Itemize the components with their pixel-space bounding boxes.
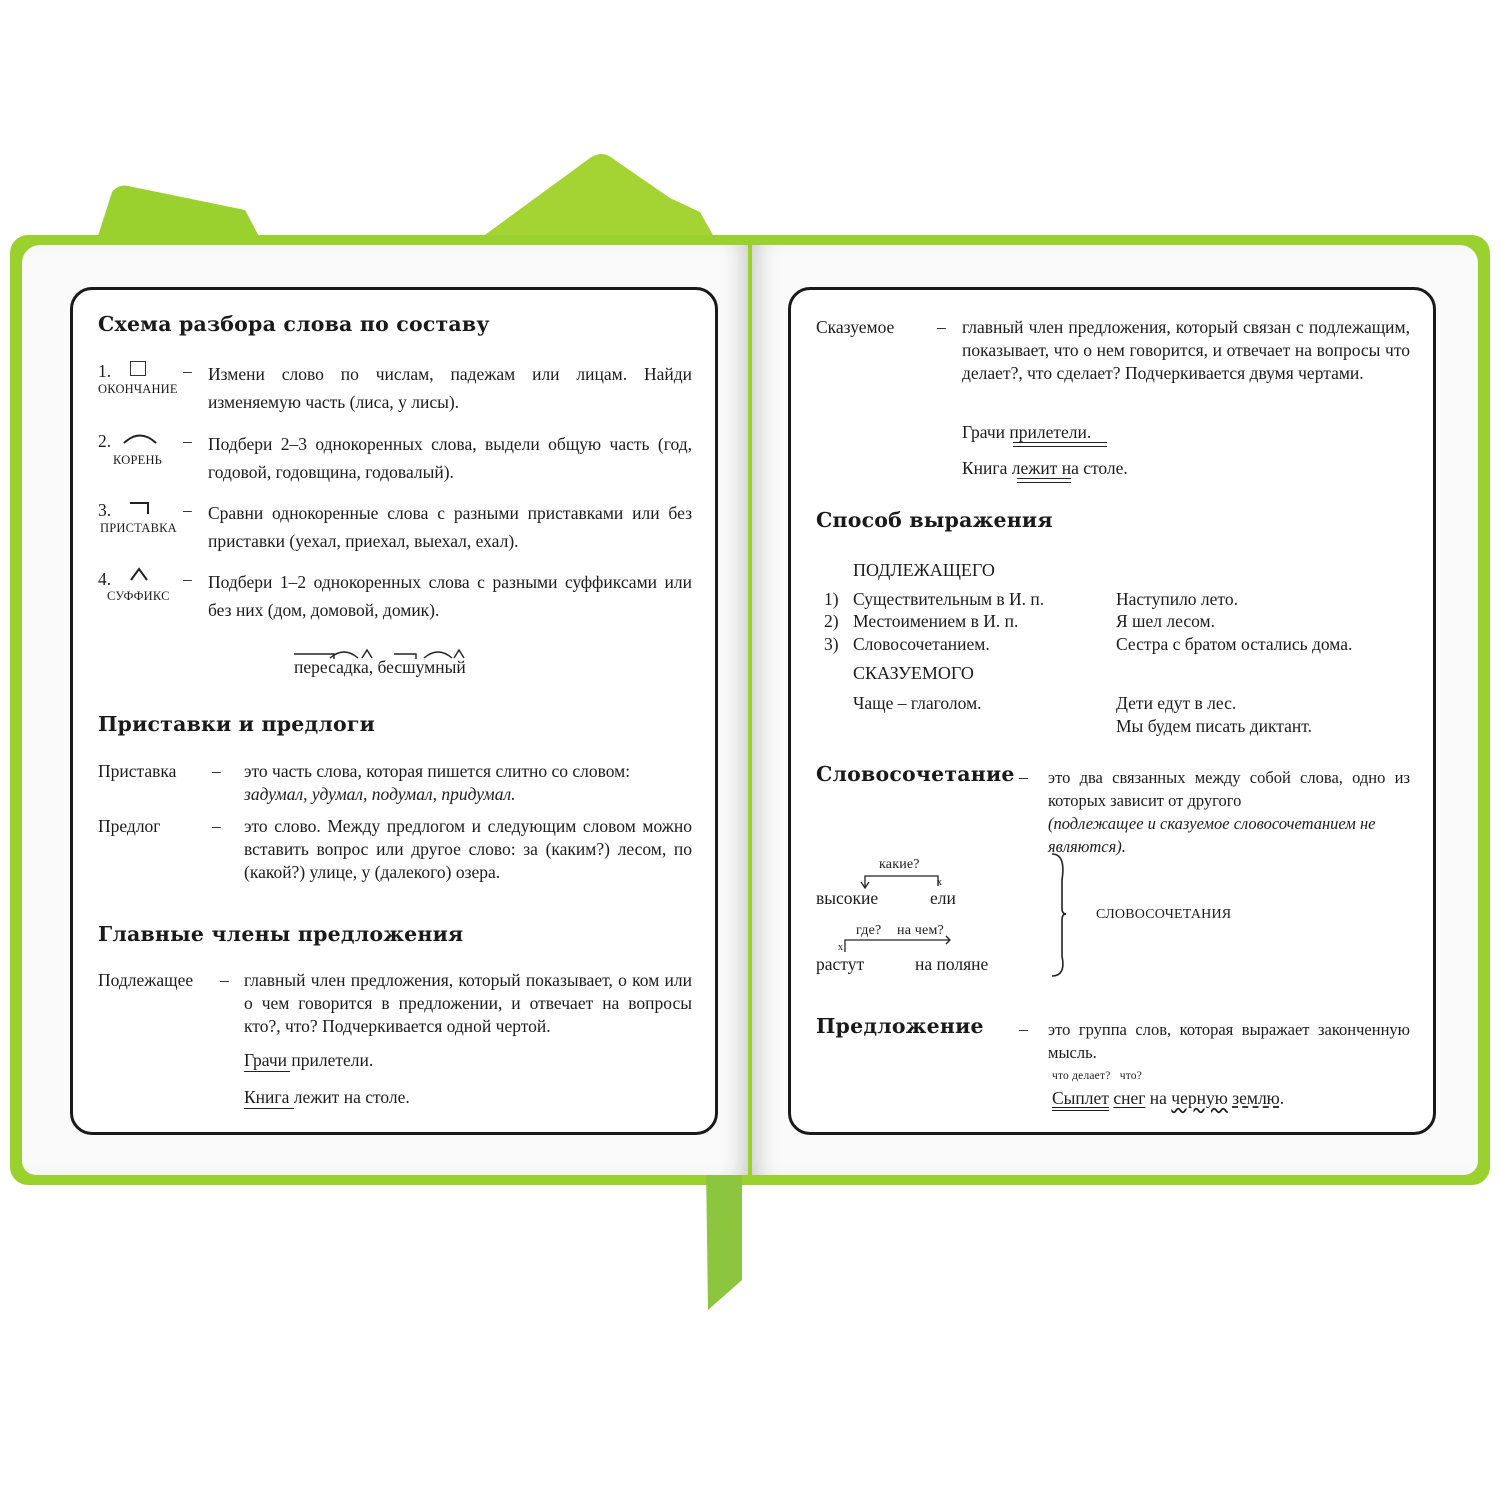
row-example: Наступило лето. xyxy=(1116,589,1238,609)
dependent-word: на поляне xyxy=(915,954,989,974)
sentence-definition: это группа слов, которая выражает законченную мысль. xyxy=(1048,1020,1410,1062)
term-dash: – xyxy=(1019,1019,1028,1039)
main-word-mark: x xyxy=(937,877,943,888)
dependent-word: высокие xyxy=(816,888,879,908)
term-preposition-definition: это слово. Между предлогом и следующим словом можно вставить вопрос или другое слово: за (каким?) лесом, по (какой?) улице, у (далекого) озера. xyxy=(244,816,692,882)
item-label: ПРИСТАВКА xyxy=(100,521,177,535)
predicate-way-example-2: Мы будем писать диктант. xyxy=(1116,716,1312,736)
term-prefix: Приставка xyxy=(98,761,177,781)
section-title-prefixes: Приставки и предлоги xyxy=(98,712,376,736)
root-arc-icon xyxy=(120,430,160,446)
item-label: КОРЕНЬ xyxy=(113,453,163,467)
term-preposition: Предлог xyxy=(98,816,161,836)
term-subject-definition: главный член предложения, который показывает, о ком или о чем говорится в предложении, и отвечает на вопросы кто?, что? Подчеркивается одной чертой. xyxy=(244,970,692,1036)
main-word-mark: x xyxy=(838,942,844,953)
term-prefix-definition: это часть слова, которая пишется слитно со словом: xyxy=(244,761,631,781)
phrases-label: СЛОВОСОЧЕТАНИЯ xyxy=(1096,907,1232,922)
item-dash: – xyxy=(183,431,192,451)
main-word: растут xyxy=(816,954,865,974)
ending-box-icon xyxy=(130,361,146,376)
term-dash: – xyxy=(1019,767,1028,787)
term-predicate-definition: главный член предложения, который связан с подлежащим, показывает, что о нем говорится, и отвечает на вопросы что делает?, что сделает? Подчеркивается двумя чертами. xyxy=(962,317,1410,383)
prefix-corner-icon xyxy=(126,500,156,516)
sentence-questions: что делает? что? xyxy=(1052,1070,1143,1082)
example-preposition: на xyxy=(1149,1088,1167,1108)
phrase-definition: это два связанных между собой слова, одно из которых зависит от другого xyxy=(1048,768,1410,810)
item-number: 2. xyxy=(98,431,112,451)
phrase-note: (подлежащее и сказуемое словосочетанием не являются). xyxy=(1048,814,1376,856)
term-dash: – xyxy=(220,970,229,990)
term-dash: – xyxy=(212,816,221,836)
predicate-underline xyxy=(1013,446,1107,447)
predicate-heading: СКАЗУЕМОГО xyxy=(853,663,974,683)
subject-heading: ПОДЛЕЖАЩЕГО xyxy=(853,560,995,580)
example-attribute: черную xyxy=(1171,1088,1228,1108)
subject-example-2: Книга лежит на столе. xyxy=(244,1087,410,1107)
example-predicate: Сыплет xyxy=(1052,1088,1109,1108)
item-number: 1. xyxy=(98,361,112,381)
example-period: . xyxy=(1279,1088,1285,1108)
example-object: землю xyxy=(1232,1088,1280,1108)
section-title-sentence: Предложение xyxy=(816,1014,984,1038)
example-subject: снег xyxy=(1113,1088,1146,1108)
row-example: Сестра с братом остались дома. xyxy=(1116,634,1353,654)
predicate-underline xyxy=(1013,442,1107,443)
predicate-example-2: Книга лежит на столе. xyxy=(962,458,1128,478)
term-prefix-examples: задумал, удумал, подумал, придумал. xyxy=(244,784,516,804)
row-number: 1) xyxy=(824,589,839,609)
predicate-way-example-1: Дети едут в лес. xyxy=(1116,693,1237,713)
subject-example-1: Грачи прилетели. xyxy=(244,1050,374,1070)
sentence-example xyxy=(1052,1087,1284,1110)
term-dash: – xyxy=(937,317,946,337)
item-text: Подбери 2–3 однокоренных слова, выдели общую часть (год, годовой, годовщина, годовалый). xyxy=(208,434,692,482)
section-title-expression: Способ выражения xyxy=(816,508,1053,532)
word-example: пересадка, бесшумный xyxy=(294,657,466,677)
item-number: 4. xyxy=(98,569,112,589)
term-dash: – xyxy=(212,761,221,781)
item-text: Измени слово по числам, падежам или лицам. Найди изменяемую часть (лиса, у лисы). xyxy=(208,364,692,412)
right-ear xyxy=(478,154,718,244)
section-title-main-members: Главные члены предложения xyxy=(98,922,464,946)
subject-underline xyxy=(244,1071,290,1072)
row-way: Местоимением в И. п. xyxy=(853,611,1019,631)
left-ear xyxy=(98,186,262,242)
item-dash: – xyxy=(183,361,192,381)
item-text: Подбери 1–2 однокоренных слова с разными суффиксами или без них (дом, домовой, домик). xyxy=(208,572,692,620)
item-label: ОКОНЧАНИЕ xyxy=(98,382,178,396)
term-subject: Подлежащее xyxy=(98,970,194,990)
predicate-way: Чаще – глаголом. xyxy=(853,693,982,713)
predicate-example-1: Грачи прилетели. xyxy=(962,422,1092,442)
row-way: Существительным в И. п. xyxy=(853,589,1045,609)
item-dash: – xyxy=(183,500,192,520)
question-label: где? xyxy=(856,923,882,938)
row-number: 2) xyxy=(824,611,839,631)
question-label: на чем? xyxy=(897,923,944,938)
row-way: Словосочетанием. xyxy=(853,634,990,654)
predicate-underline xyxy=(1017,478,1071,479)
predicate-underline xyxy=(1017,482,1071,483)
item-label: СУФФИКС xyxy=(107,589,170,603)
item-text: Сравни однокоренные слова с разными приставками или без приставки (уехал, приехал, выехал, ехал). xyxy=(208,503,692,551)
section-title-word-analysis: Схема разбора слова по составу xyxy=(98,312,490,336)
item-dash: – xyxy=(183,569,192,589)
subject-underline xyxy=(244,1108,294,1109)
question-label: какие? xyxy=(879,857,920,872)
row-number: 3) xyxy=(824,634,839,654)
section-title-phrase: Словосочетание xyxy=(816,762,1015,786)
term-predicate: Сказуемое xyxy=(816,317,895,337)
row-example: Я шел лесом. xyxy=(1116,611,1215,631)
item-number: 3. xyxy=(98,500,112,520)
suffix-caret-icon xyxy=(128,566,152,582)
main-word: ели xyxy=(930,888,956,908)
ribbon-bookmark xyxy=(706,1165,742,1310)
